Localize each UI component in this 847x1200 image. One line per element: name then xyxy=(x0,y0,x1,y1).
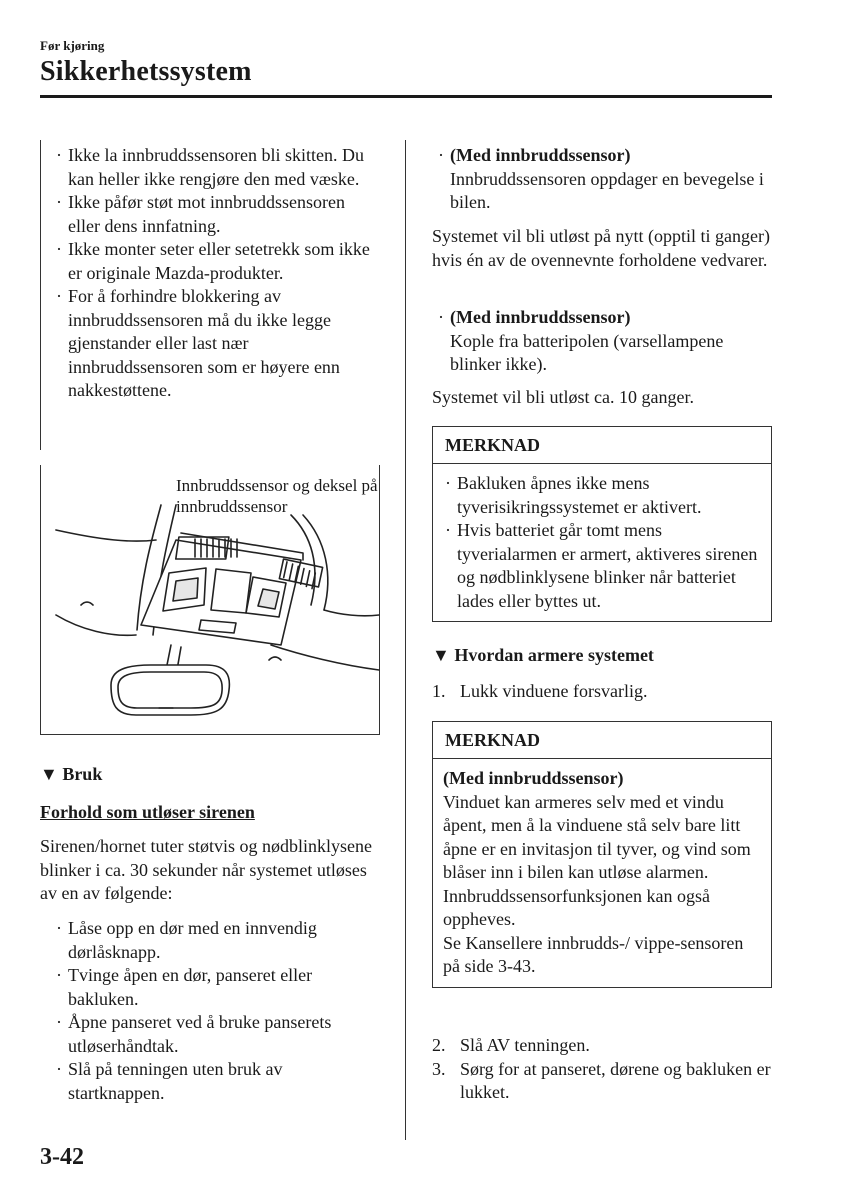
arm-heading: ▼ Hvordan armere systemet xyxy=(432,645,654,665)
note-title: MERKNAD xyxy=(433,722,771,759)
condition-item: · Tvinge åpen en dør, panseret eller bakluken. xyxy=(40,964,380,1011)
bullet-text: Kople fra batteripolen (varsellampene blinker ikke). xyxy=(450,330,724,374)
bullet-title: (Med innbruddssensor) xyxy=(450,307,631,327)
caution-list xyxy=(40,144,380,403)
bullet-title: (Med innbruddssensor) xyxy=(450,145,631,165)
arm-steps-continued xyxy=(432,1034,772,1105)
step-item: 1. Lukk vinduene forsvarlig. xyxy=(432,681,648,701)
note-item: · Bakluken åpnes ikke mens tyverisikringssystemet er aktivert. xyxy=(439,472,761,519)
caution-item: · Ikke la innbruddssensoren bli skitten. Du kan heller ikke rengjøre den med væske. xyxy=(40,144,380,191)
caution-item: · Ikke monter seter eller setetrekk som ikke er originale Mazda-produkter. xyxy=(40,238,380,285)
page-title: Sikkerhetssystem xyxy=(40,56,252,87)
condition-item: · Låse opp en dør med en innvendig dørlåsknapp. xyxy=(40,917,380,964)
note-item: · Hvis batteriet går tomt mens tyverialarmen er armert, aktiveres sirenen og nødblinklysene blinker når batteriet lades eller byttes ut. xyxy=(439,519,761,613)
conditions-list xyxy=(40,917,380,1105)
column-divider xyxy=(405,140,406,1140)
bullet-text: Innbruddssensoren oppdager en bevegelse i bilen. xyxy=(450,168,764,212)
note-box xyxy=(432,721,772,988)
note-text: Innbruddssensorfunksjonen kan også oppheves. xyxy=(443,885,710,929)
retrigger-paragraph: Systemet vil bli utløst på nytt (opptil ti ganger) hvis én av de ovennevnte forholdene vedvarer. xyxy=(432,226,770,270)
figure-label: Innbruddssensor og deksel på innbruddssensor xyxy=(176,476,378,516)
intrusion-bullet-2 xyxy=(432,306,772,377)
note-text: Vinduet kan armeres selv med et vindu åpent, men å la vinduene stå selv bare litt åpne er en invitasjon til tyver, og vind som blåser inn i bilen kan utløse alarmen. xyxy=(443,791,751,882)
step-item: 2. Slå AV tenningen. xyxy=(432,1035,590,1055)
sensor-illustration xyxy=(40,465,380,735)
condition-item: · Åpne panseret ved å bruke panserets utløserhåndtak. xyxy=(40,1011,380,1058)
trigger-count-paragraph: Systemet vil bli utløst ca. 10 ganger. xyxy=(432,387,694,407)
intrusion-bullet-1 xyxy=(432,144,772,215)
arm-steps xyxy=(432,680,772,704)
caution-item: · For å forhindre blokkering av innbruddssensoren må du ikke legge gjenstander eller last nær innbruddssensoren som er høyere enn nakkestøttene. xyxy=(40,285,380,403)
conditions-intro: Sirenen/hornet tuter støtvis og nødblinklysene blinker i ca. 30 sekunder når systemet utløses av en av følgende: xyxy=(40,836,372,903)
step-item: 3. Sørg for at panseret, dørene og bakluken er lukket. xyxy=(432,1058,771,1102)
overhead-console-drawing xyxy=(41,465,381,735)
section-label: Før kjøring xyxy=(40,38,105,53)
note-subtitle: (Med innbruddssensor) xyxy=(443,768,624,788)
caution-item: · Ikke påfør støt mot innbruddssensoren eller dens innfatning. xyxy=(40,191,380,238)
bruk-heading: ▼ Bruk xyxy=(40,764,103,784)
note-box xyxy=(432,426,772,622)
condition-item: · Slå på tenningen uten bruk av startknappen. xyxy=(40,1058,380,1105)
conditions-heading: Forhold som utløser sirenen xyxy=(40,802,255,822)
header-rule xyxy=(40,95,772,98)
note-title: MERKNAD xyxy=(433,427,771,464)
page-number: 3-42 xyxy=(40,1144,84,1170)
note-text: Se Kansellere innbrudds-/ vippe-sensoren på side 3-43. xyxy=(443,932,744,976)
